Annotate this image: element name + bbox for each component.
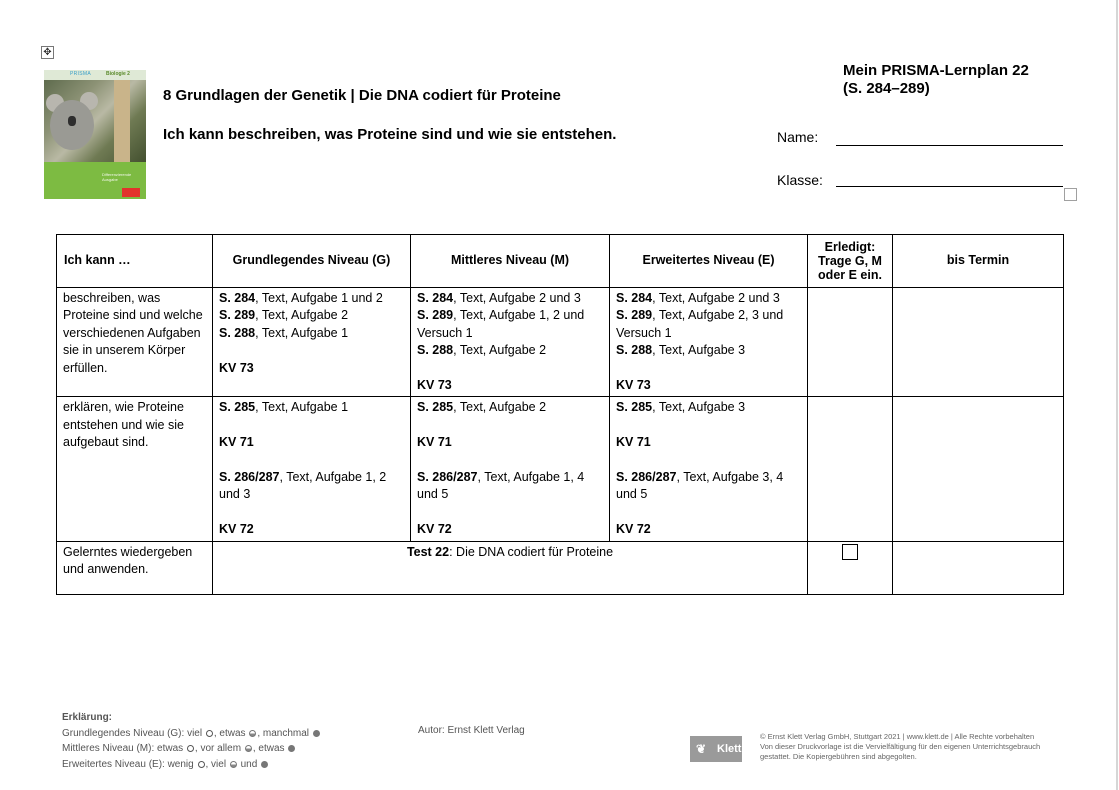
header-level-m: Mittleres Niveau (M): [411, 235, 610, 288]
test-ref: Test 22: [406, 544, 450, 559]
task-cell-m[interactable]: S. 284, Text, Aufgabe 2 und 3 S. 289, Text, Aufgabe 1, 2 und Versuch 1 S. 288, Text, Aufgabe 2 KV 73: [411, 288, 610, 397]
table-row: [57, 541, 1064, 594]
table-row: [57, 397, 1064, 541]
legend-e: Erweitertes Niveau (E): wenig , viel und: [62, 757, 321, 773]
cover-text: Differenzierende Ausgabe: [102, 172, 132, 182]
due-cell[interactable]: [893, 541, 1064, 594]
legend-g: Grundlegendes Niveau (G): viel , etwas , manchmal: [62, 726, 321, 742]
cover-top-band: [44, 70, 146, 80]
plan-title-line1: Mein PRISMA-Lernplan 22: [843, 62, 1029, 79]
legend-m: Mittleres Niveau (M): etwas , vor allem , etwas: [62, 741, 321, 757]
circle-empty-icon: [206, 730, 213, 737]
circle-half-icon: [245, 745, 252, 752]
klett-leaf-icon: ❦: [696, 742, 707, 756]
class-label: Klasse:: [777, 172, 823, 188]
learning-plan-table: [56, 234, 1064, 595]
circle-empty-icon: [198, 761, 205, 768]
test-text: : Die DNA codiert für Proteine: [449, 544, 614, 559]
test-done-checkbox[interactable]: [842, 544, 858, 560]
header-due: bis Termin: [893, 235, 1064, 288]
legend-title: Erklärung:: [62, 712, 113, 723]
legend: [62, 710, 321, 772]
header-level-e: Erweitertes Niveau (E): [610, 235, 808, 288]
done-cell: [808, 541, 893, 594]
page-edge: [1116, 0, 1118, 790]
done-cell[interactable]: [808, 288, 893, 397]
task-cell-g[interactable]: S. 285, Text, Aufgabe 1 KV 71 S. 286/287, Text, Aufgabe 1, 2 und 3 KV 72: [213, 397, 411, 541]
name-label: Name:: [777, 129, 819, 145]
task-cell-e[interactable]: S. 284, Text, Aufgabe 2 und 3 S. 289, Text, Aufgabe 2, 3 und Versuch 1 S. 288, Text, Aufgabe 3 KV 73: [610, 288, 808, 397]
header-done: Erledigt: Trage G, M oder E ein.: [808, 235, 893, 288]
copyright: © Ernst Klett Verlag GmbH, Stuttgart 2021 | www.klett.de | Alle Rechte vorbehalten Von dieser Druckvorlage ist die Vervielfältigung für den eigenen Unterrichtsgebrauch gestattet. Die Kopiergebühren sind abgegolten.: [760, 732, 1041, 761]
circle-full-icon: [261, 761, 268, 768]
header-can: Ich kann …: [57, 235, 213, 288]
task-cell-e[interactable]: S. 285, Text, Aufgabe 3 KV 71 S. 286/287, Text, Aufgabe 3, 4 und 5 KV 72: [610, 397, 808, 541]
table-row: [57, 288, 1064, 397]
circle-half-icon: [249, 730, 256, 737]
circle-full-icon: [288, 745, 295, 752]
klett-logo-text: Klett: [717, 743, 742, 755]
skill-cell: beschreiben, was Proteine sind und welche verschiedenen Aufgaben sie in unserem Körper erfüllen.: [57, 288, 213, 397]
name-field[interactable]: [836, 145, 1063, 146]
koala-photo-icon: [44, 80, 146, 162]
skill-cell: erklären, wie Proteine entstehen und wie sie aufgebaut sind.: [57, 397, 213, 541]
circle-full-icon: [313, 730, 320, 737]
author: Autor: Ernst Klett Verlag: [418, 725, 525, 736]
plan-title: [843, 62, 1029, 98]
plan-title-line2: (S. 284–289): [843, 80, 930, 97]
test-cell: [213, 541, 808, 594]
skill-cell: Gelerntes wiedergeben und anwenden.: [57, 541, 213, 594]
circle-empty-icon: [187, 745, 194, 752]
cover-brand: PRISMA: [70, 71, 91, 77]
cover-subject: Biologie 2: [106, 71, 130, 77]
due-cell[interactable]: [893, 397, 1064, 541]
chapter-title: 8 Grundlagen der Genetik | Die DNA codiert für Proteine: [163, 87, 561, 104]
task-cell-g[interactable]: S. 284, Text, Aufgabe 1 und 2 S. 289, Text, Aufgabe 2 S. 288, Text, Aufgabe 1 KV 73: [213, 288, 411, 397]
table-header-row: [57, 235, 1064, 288]
done-cell[interactable]: [808, 397, 893, 541]
resize-handle-icon[interactable]: [1064, 188, 1077, 201]
circle-half-icon: [230, 761, 237, 768]
task-cell-m[interactable]: S. 285, Text, Aufgabe 2 KV 71 S. 286/287, Text, Aufgabe 1, 4 und 5 KV 72: [411, 397, 610, 541]
book-cover-image: [44, 70, 146, 199]
due-cell[interactable]: [893, 288, 1064, 397]
header-level-g: Grundlegendes Niveau (G): [213, 235, 411, 288]
cover-klett-logo-icon: [122, 188, 140, 197]
learning-goal: Ich kann beschreiben, was Proteine sind und wie sie entstehen.: [163, 126, 617, 143]
table-move-handle-icon[interactable]: ✥: [41, 46, 54, 59]
klett-logo: [690, 736, 742, 762]
class-field[interactable]: [836, 186, 1063, 187]
